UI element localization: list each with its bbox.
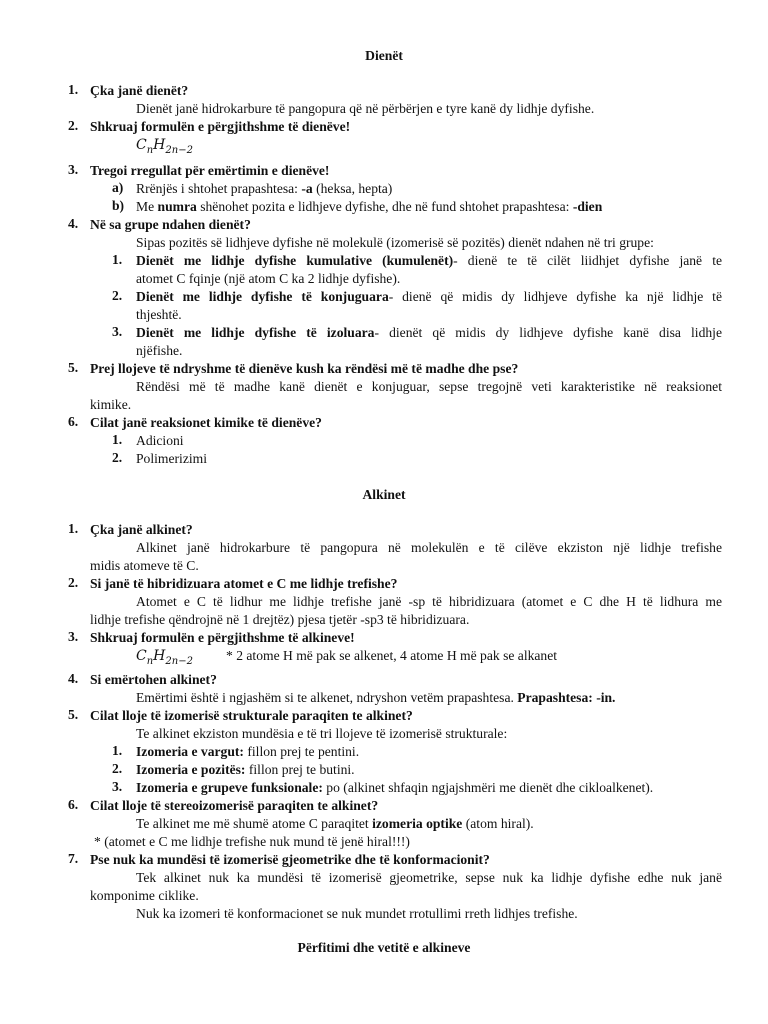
answer-continuation: komponime ciklike. (90, 888, 199, 903)
answer-text: Te alkinet ekziston mundësia e të tri llojeve të izomerisë strukturale: (136, 726, 508, 741)
answer-continuation: kimike. (90, 397, 132, 412)
question-number: 6. (68, 797, 79, 812)
question-text: Shkruaj formulën e përgjithshme të dienëve! (90, 119, 351, 134)
question-number: 2. (68, 575, 79, 590)
list-number: 1. (112, 743, 123, 758)
question-text: Cilat janë reaksionet kimike të dienëve? (90, 415, 322, 430)
question-text: Prej llojeve të ndryshme të dienëve kush ka rëndësi më të madhe dhe pse? (90, 361, 519, 376)
section-title-footer: Përfitimi dhe vetitë e alkineve (297, 940, 471, 955)
question-number: 2. (68, 118, 79, 133)
question-number: 3. (68, 629, 79, 644)
answer-text: Atomet e C të lidhur me lidhje trefishe janë -sp të hibridizuara (atomet e C dhe H të lidhura me (136, 594, 722, 609)
answer-continuation: lidhje trefishe qëndrojnë në 1 drejtëz) pjesa tjetër -sp3 të hibridizuara. (90, 612, 470, 627)
list-item: Adicioni (136, 433, 184, 448)
list-number: 2. (112, 288, 123, 303)
list-number: 3. (112, 324, 123, 339)
question-text: Si janë të hibridizuara atomet e C me lidhje trefishe? (90, 576, 398, 591)
list-item: Izomeria e pozitës: fillon prej te butini. (136, 762, 355, 777)
list-number: 2. (112, 761, 123, 776)
rule-b-text: Me numra shënohet pozita e lidhjeve dyfishe, dhe në fund shtohet prapashtesa: -dien (136, 199, 603, 214)
question-number: 3. (68, 162, 79, 177)
list-item: Izomeria e vargut: fillon prej te pentini. (136, 744, 360, 759)
question-text: Çka janë alkinet? (90, 522, 193, 537)
section-title-alkinet: Alkinet (362, 487, 406, 502)
rule-a-text: Rrënjës i shtohet prapashtesa: -a (heksa, hepta) (136, 181, 393, 196)
section-title-dienet: Dienët (365, 48, 403, 63)
question-text: Çka janë dienët? (90, 83, 189, 98)
question-number: 1. (68, 82, 79, 97)
question-text: Tregoi rregullat për emërtimin e dienëve! (90, 163, 330, 178)
question-text: Cilat lloje të izomerisë strukturale paraqiten te alkinet? (90, 708, 413, 723)
question-text: Si emërtohen alkinet? (90, 672, 217, 687)
question-number: 4. (68, 216, 79, 231)
general-formula: $C_nH_{2n-2}$ (136, 137, 193, 156)
question-number: 1. (68, 521, 79, 536)
answer-text: Te alkinet me më shumë atome C paraqitet izomeria optike (atom hiral). (136, 816, 534, 831)
list-item: Izomeria e grupeve funksionale: po (alkinet shfaqin ngjajshmëri me dienët dhe cikloalkenet). (136, 780, 654, 795)
list-item: Dienët me lidhje dyfishe kumulative (kumulenët)- dienë te të cilët liidhjet dyfishe janë te (136, 253, 723, 268)
sub-item-label: b) (112, 198, 125, 213)
list-item: Dienët me lidhje dyfishe të izoluara- dienët që midis dy lidhjeve dyfishe kanë disa lidhje (136, 325, 722, 340)
question-number: 4. (68, 671, 79, 686)
answer-text: Nuk ka izomeri të konformacionet se nuk mundet rrotullimi rreth lidhjes trefishe. (136, 906, 578, 921)
list-item: Polimerizimi (136, 451, 207, 466)
footnote-text: * (atomet e C me lidhje trefishe nuk mund të jenë hiral!!!) (94, 834, 410, 849)
answer-text: Emërtimi është i ngjashëm si te alkenet, ndryshon vetëm prapashtesa. Prapashtesa: -in. (136, 690, 616, 705)
list-item: Dienët me lidhje dyfishe të konjuguara- dienë që midis dy lidhjeve dyfishe ka një lidhje të (136, 289, 722, 304)
answer-text: Alkinet janë hidrokarbure të pangopura në molekulën e të cilëve ekziston një lidhje trefishe (136, 540, 722, 555)
answer-text: Sipas pozitës së lidhjeve dyfishe në molekulë (izomerisë së pozitës) dienët ndahen në tri grupe: (136, 235, 654, 250)
answer-text: Tek alkinet nuk ka mundësi të izomerisë gjeometrike, sepse nuk ka lidhje dyfishe edhe nuk janë (136, 870, 722, 885)
question-text: Shkruaj formulën e përgjithshme të alkineve! (90, 630, 355, 645)
question-number: 5. (68, 360, 79, 375)
question-text: Në sa grupe ndahen dienët? (90, 217, 251, 232)
answer-text: Rëndësi më të madhe kanë dienët e konjuguar, sepse tregojnë veti karakteristike në reaksionet (136, 379, 722, 394)
question-text: Pse nuk ka mundësi të izomerisë gjeometrike dhe të konformacionit? (90, 852, 490, 867)
list-number: 1. (112, 432, 123, 447)
question-text: Cilat lloje të stereoizomerisë paraqiten te alkinet? (90, 798, 379, 813)
list-number: 3. (112, 779, 123, 794)
list-item-continuation: atomet C fqinje (një atom C ka 2 lidhje dyfishe). (136, 271, 401, 286)
question-number: 7. (68, 851, 79, 866)
list-item-continuation: njëfishe. (136, 343, 183, 358)
formula-note: * 2 atome H më pak se alkenet, 4 atome H më pak se alkanet (226, 648, 558, 663)
question-number: 6. (68, 414, 79, 429)
list-number: 2. (112, 450, 123, 465)
question-number: 5. (68, 707, 79, 722)
general-formula: $C_nH_{2n-2}$ (136, 648, 193, 667)
list-item-continuation: thjeshtë. (136, 307, 182, 322)
sub-item-label: a) (112, 180, 124, 195)
list-number: 1. (112, 252, 123, 267)
answer-continuation: midis atomeve të C. (90, 558, 199, 573)
answer-text: Dienët janë hidrokarbure të pangopura që në përbërjen e tyre kanë dy lidhje dyfishe. (136, 101, 595, 116)
